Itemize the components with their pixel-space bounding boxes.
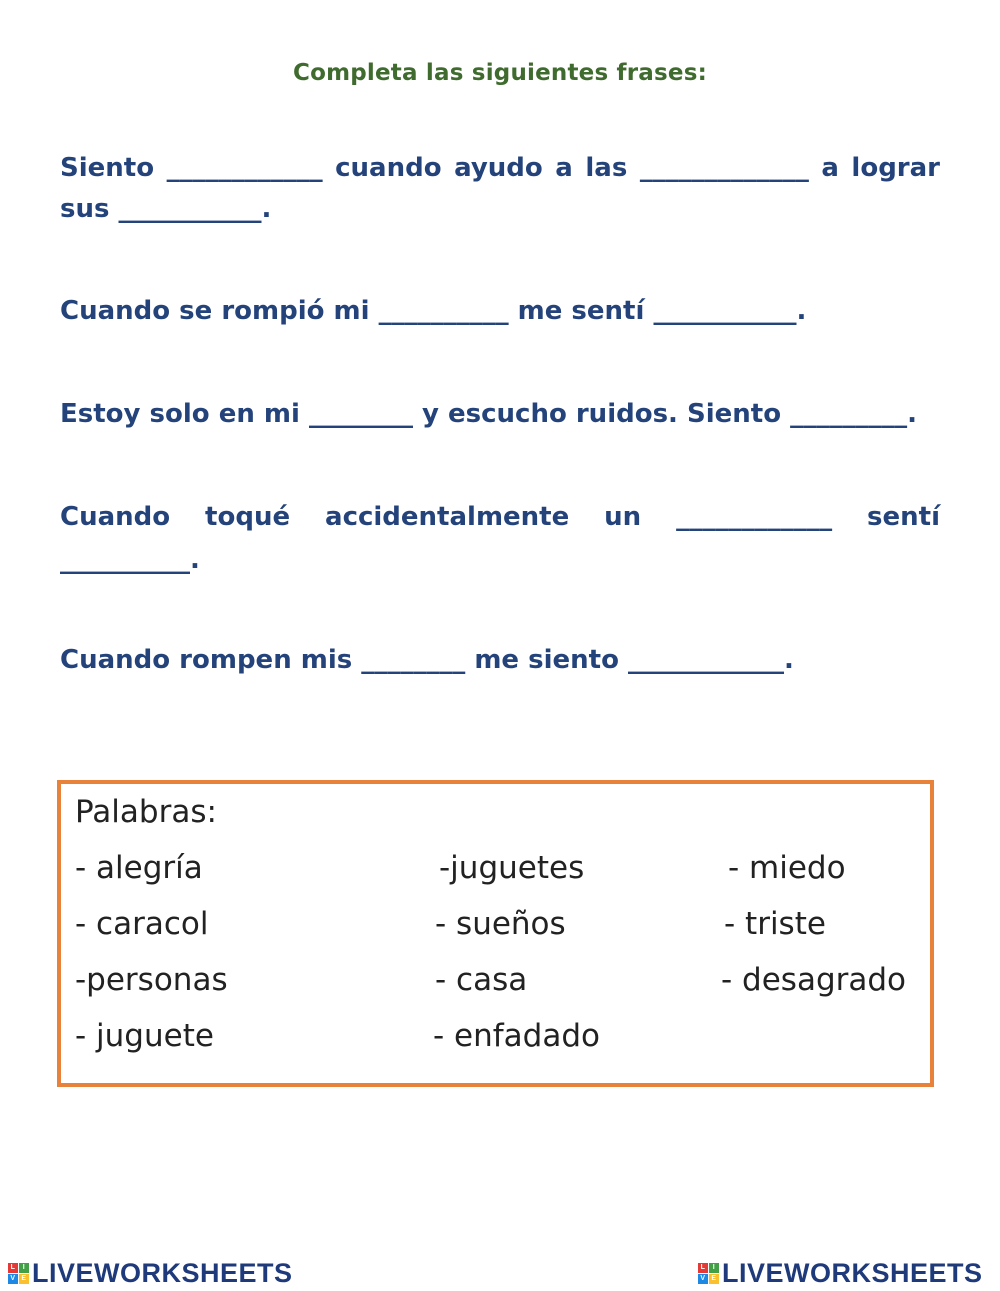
logo-block: E <box>709 1274 719 1284</box>
logo-blocks-icon <box>698 1263 719 1284</box>
sentence-4-continuation: __________. <box>60 545 200 575</box>
logo-block: L <box>8 1263 18 1273</box>
sentence-5: Cuando rompen mis ________ me siento ____________. <box>60 645 794 675</box>
logo-block: V <box>8 1274 18 1284</box>
sentence-2: Cuando se rompió mi __________ me sentí ___________. <box>60 296 807 326</box>
logo-block: L <box>698 1263 708 1273</box>
sentence-1: Siento ____________ cuando ayudo a las _____________ a lograr sus ___________. <box>60 153 940 224</box>
liveworksheets-logo-left <box>8 1258 293 1289</box>
word-option: - alegría <box>75 850 203 886</box>
word-option: - miedo <box>728 850 846 886</box>
logo-block: V <box>698 1274 708 1284</box>
word-bank-box <box>57 780 934 1087</box>
word-option: - desagrado <box>721 962 907 998</box>
word-option: -personas <box>75 962 228 998</box>
worksheet-title: Completa las siguientes frases: <box>292 60 708 86</box>
logo-blocks-icon <box>8 1263 29 1284</box>
liveworksheets-logo-right <box>698 1258 983 1289</box>
logo-block: E <box>19 1274 29 1284</box>
sentence-4: Cuando toqué accidentalmente un ____________ sentí <box>60 502 940 532</box>
word-option: - sueños <box>435 906 566 942</box>
word-option: -juguetes <box>439 850 585 886</box>
logo-text: LIVEWORKSHEETS <box>722 1258 983 1288</box>
word-option: - caracol <box>75 906 209 942</box>
word-option: - casa <box>435 962 528 998</box>
word-option: - enfadado <box>433 1018 600 1054</box>
logo-text: LIVEWORKSHEETS <box>32 1258 293 1288</box>
logo-block: I <box>709 1263 719 1273</box>
word-option: - triste <box>724 906 826 942</box>
sentence-3: Estoy solo en mi ________ y escucho ruidos. Siento _________. <box>60 399 917 429</box>
word-option: - juguete <box>75 1018 214 1054</box>
logo-block: I <box>19 1263 29 1273</box>
word-bank-title: Palabras: <box>75 794 217 830</box>
